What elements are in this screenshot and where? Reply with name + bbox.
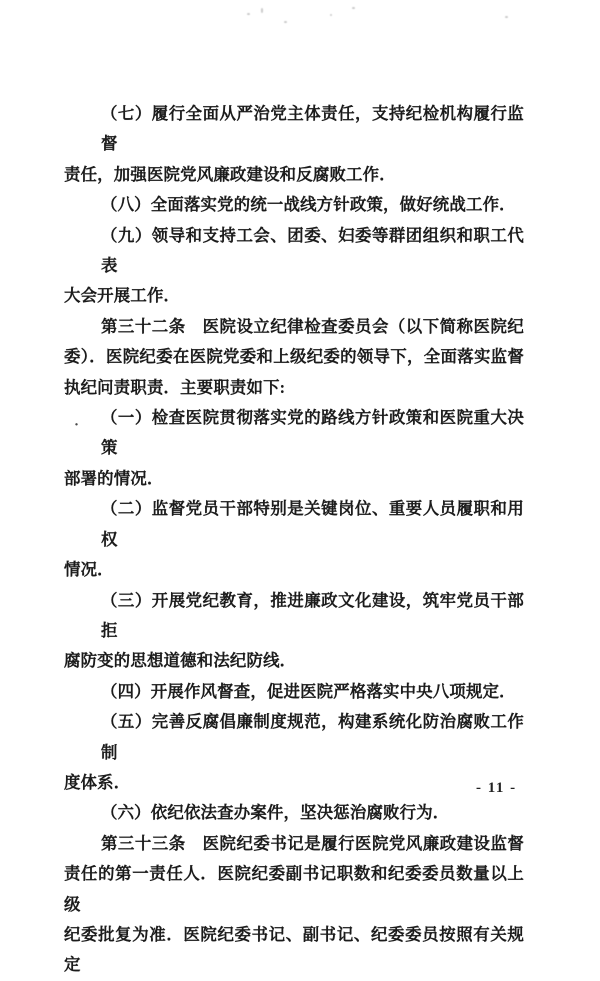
text-segment: 部署的情况．: [64, 468, 164, 488]
stray-ink-dot: ·: [74, 417, 80, 433]
text-segment: （四）开展作风督查，促进医院严格落实中央八项规定．: [101, 681, 516, 701]
text-segment: 执纪问责职责．主要职责如下:: [64, 377, 286, 397]
text-line: [64, 312, 524, 342]
text-line: [64, 707, 524, 768]
text-line: [64, 494, 524, 555]
text-line: [64, 768, 524, 798]
text-line: [64, 586, 524, 647]
text-segment: （九）领导和支持工会、团委、妇委等群团组织和职工代表: [101, 225, 524, 276]
article-heading: 第三十二条: [101, 316, 186, 336]
text-segment: （六）依纪依法查办案件，坚决惩治腐败行为．: [101, 803, 450, 823]
text-line: [64, 920, 524, 981]
text-line: [64, 373, 524, 403]
text-segment: 情况．: [64, 560, 114, 580]
text-line: [64, 646, 524, 676]
text-line: [64, 99, 524, 160]
scan-artifact: [284, 21, 287, 23]
text-line: [64, 342, 524, 372]
page-number: - 11 -: [476, 780, 517, 796]
text-line: [64, 160, 524, 190]
text-line: [64, 464, 524, 494]
text-line: [64, 403, 524, 464]
text-segment: （三）开展党纪教育，推进廉政文化建设，筑牢党员干部拒: [101, 590, 524, 640]
text-line: [64, 221, 524, 282]
text-line: [64, 798, 524, 828]
text-segment: （八）全面落实党的统一战线方针政策，做好统战工作．: [101, 195, 516, 215]
text-line: [64, 281, 524, 311]
text-segment: 度体系．: [64, 772, 131, 792]
text-segment: （五）完善反腐倡廉制度规范，构建系统化防治腐败工作制: [101, 712, 524, 762]
scan-artifact: [247, 13, 250, 15]
scan-artifact: [261, 8, 263, 13]
text-segment: 医院纪委书记是履行医院党风廉政建设监督: [185, 833, 525, 853]
text-line: [64, 677, 524, 707]
text-segment: 纪委批复为准．医院纪委书记、副书记、纪委委员按照有关规定: [64, 924, 524, 975]
document-lines: [64, 99, 524, 981]
text-segment: （七）履行全面从严治党主体责任，支持纪检机构履行监督: [101, 104, 524, 154]
text-segment: 责任，加强医院党风廉政建设和反腐败工作．: [64, 164, 396, 184]
text-segment: 责任的第一责任人．医院纪委副书记职数和纪委委员数量以上级: [64, 864, 524, 914]
scan-artifact: [505, 16, 508, 18]
text-segment: （二）监督党员干部特别是关键岗位、重要人员履职和用权: [101, 499, 524, 549]
scan-artifact: [352, 7, 355, 9]
text-line: [64, 555, 524, 585]
text-segment: 委）．医院纪委在医院党委和上级纪委的领导下，全面落实监督: [64, 347, 524, 367]
scan-artifact: [330, 14, 332, 16]
article-heading: 第三十三条: [101, 833, 186, 853]
text-line: [64, 859, 524, 920]
text-segment: 腐防变的思想道德和法纪防线．: [64, 651, 297, 671]
text-segment: 医院设立纪律检查委员会（以下简称医院纪: [185, 316, 525, 336]
text-line: [64, 829, 524, 859]
text-segment: （一）检查医院贯彻落实党的路线方针政策和医院重大决策: [101, 408, 524, 458]
text-segment: 大会开展工作．: [64, 286, 181, 306]
text-line: [64, 190, 524, 220]
